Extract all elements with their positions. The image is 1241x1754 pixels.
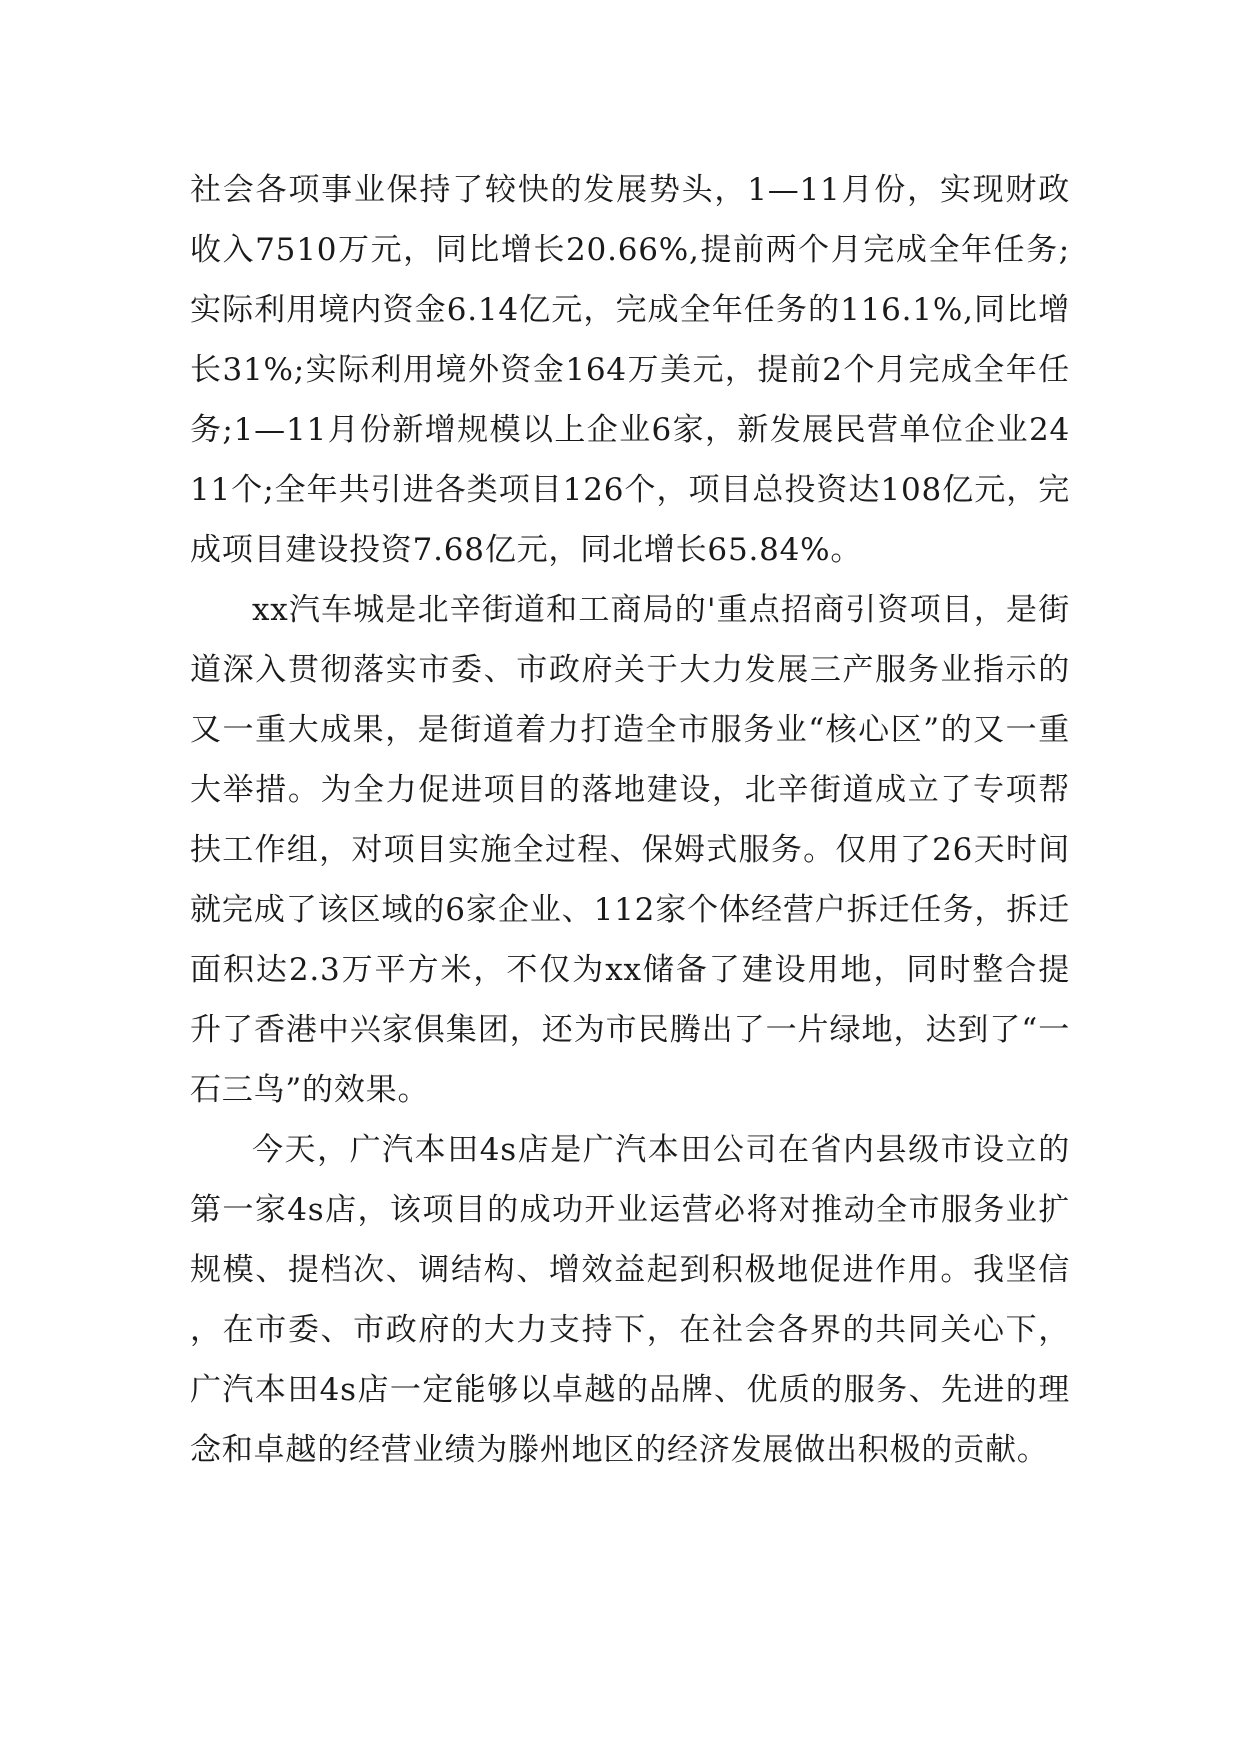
document-body [190, 160, 1070, 1480]
paragraph-honda-store: 今天，广汽本田4s店是广汽本田公司在省内县级市设立的第一家4s店，该项目的成功开业运营必将对推动全市服务业扩规模、提档次、调结构、增效益起到积极地促进作用。我坚信，在市委、市政府的大力支持下，在社会各界的共同关心下，广汽本田4s店一定能够以卓越的品牌、优质的服务、先进的理念和卓越的经营业绩为滕州地区的经济发展做出积极的贡献。 [190, 1132, 1070, 1468]
paragraph-auto-city: xx汽车城是北辛街道和工商局的'重点招商引资项目，是街道深入贯彻落实市委、市政府关于大力发展三产服务业指示的又一重大成果，是街道着力打造全市服务业“核心区”的又一重大举措。为全力促进项目的落地建设，北辛街道成立了专项帮扶工作组，对项目实施全过程、保姆式服务。仅用了26天时间就完成了该区域的6家企业、112家个体经营户拆迁任务，拆迁面积达2.3万平方米，不仅为xx储备了建设用地，同时整合提升了香港中兴家俱集团，还为市民腾出了一片绿地，达到了“一石三鸟”的效果。 [190, 592, 1070, 1108]
paragraph-statistics: 社会各项事业保持了较快的发展势头，1—11月份，实现财政收入7510万元，同比增长20.66%,提前两个月完成全年任务;实际利用境内资金6.14亿元，完成全年任务的116.1%,同比增长31%;实际利用境外资金164万美元，提前2个月完成全年任务;1—11月份新增规模以上企业6家，新发展民营单位企业2411个;全年共引进各类项目126个，项目总投资达108亿元，完成项目建设投资7.68亿元，同北增长65.84%。 [190, 172, 1070, 568]
